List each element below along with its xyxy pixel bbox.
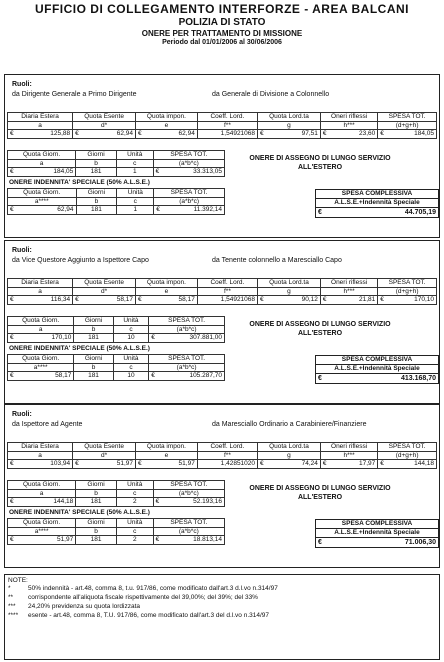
assegno-table xyxy=(7,316,225,343)
spesa-complessiva-subtitle: A.L.S.E.+Indennità Speciale xyxy=(316,529,438,538)
assegno-label: ONERE DI ASSEGNO DI LUNGO SERVIZIO ALL'ESTERO xyxy=(249,485,391,501)
table-header-row: Quota Giorn. Giorni Unità SPESA TOT. xyxy=(8,317,225,326)
table-header-row: Quota Giorn. Giorni Unità SPESA TOT. xyxy=(8,519,225,528)
ruoli-police: da Vice Questore Aggiunto a Ispettore Capo xyxy=(12,257,149,264)
role-section xyxy=(4,240,440,404)
document-heading: ONERE PER TRATTAMENTO DI MISSIONE xyxy=(141,29,303,38)
spesa-complessiva-total: € 44.705,19 xyxy=(318,209,436,216)
table-row: € 125,88 € 62,94 € 62,94 1,54921068 € 97,51 € 23,60 € 184,05 xyxy=(8,130,437,139)
speciale-table xyxy=(7,518,225,545)
ruoli-police: da Dirigente Generale a Primo Dirigente xyxy=(12,91,137,98)
spesa-complessiva-title: SPESA COMPLESSIVA xyxy=(316,356,438,365)
document-header xyxy=(0,2,444,46)
speciale-table xyxy=(7,188,225,215)
note-line: ** corrispondente all'aliquota fiscale rispettivamente del 39,00%; del 39%; del 33% xyxy=(8,594,258,601)
spesa-complessiva-total: € 413.168,70 xyxy=(318,375,436,382)
table-letters-row: a**** b c (a*b*c) xyxy=(8,363,225,372)
assegno-label: ONERE DI ASSEGNO DI LUNGO SERVIZIO ALL'ESTERO xyxy=(249,155,391,171)
role-section xyxy=(4,404,440,568)
table-row: € 170,10 181 10 € 307.881,00 xyxy=(8,334,225,343)
note-line: * 50% indennità - art.48, comma 8, t.u. 917/86, come modificato dall'art.3 d.l.vo n.314/97 xyxy=(8,585,278,592)
spesa-complessiva-box xyxy=(315,519,439,548)
table-row: € 116,34 € 58,17 € 58,17 1,54921068 € 90,12 € 21,81 € 170,10 xyxy=(8,296,437,305)
table-header-row: Diaria Estera Quota Esente Quota impon. Coeff. Lord. Quota Lord.ta Oneri riflessi SPESA TOT. xyxy=(8,113,437,122)
table-letters-row: a d* e f** g h*** (d+g+h) xyxy=(8,451,437,460)
spesa-complessiva-title: SPESA COMPLESSIVA xyxy=(316,520,438,529)
spesa-complessiva-total: € 71.006,30 xyxy=(318,539,436,546)
table-letters-row: a**** b c (a*b*c) xyxy=(8,197,225,206)
speciale-table xyxy=(7,354,225,381)
table-row: € 62,94 181 1 € 11.392,14 xyxy=(8,206,225,215)
assegno-table xyxy=(7,480,225,507)
table-header-row: Quota Giorn. Giorni Unità SPESA TOT. xyxy=(8,481,225,490)
ruoli-military: da Tenente colonnello a Maresciallo Capo xyxy=(212,257,342,264)
table-header-row: Quota Giorn. Giorni Unità SPESA TOT. xyxy=(8,151,225,160)
spesa-complessiva-title: SPESA COMPLESSIVA xyxy=(316,190,438,199)
table-letters-row: a**** b c (a*b*c) xyxy=(8,527,225,536)
table-row: € 144,18 181 2 € 52.193,16 xyxy=(8,498,225,507)
assegno-table xyxy=(7,150,225,177)
document-subtitle: POLIZIA DI STATO xyxy=(178,17,266,28)
speciale-label: ONERE INDENNITA' SPECIALE (50% A.L.S.E.) xyxy=(9,509,150,516)
ruoli-label: Ruoli: xyxy=(12,81,32,88)
ruoli-police: da Ispettore ad Agente xyxy=(12,421,83,428)
table-letters-row: a d* e f** g h*** (d+g+h) xyxy=(8,121,437,130)
main-table xyxy=(7,112,437,139)
ruoli-military: da Maresciallo Ordinario a Carabiniere/Finanziere xyxy=(212,421,367,428)
speciale-label: ONERE INDENNITA' SPECIALE (50% A.L.S.E.) xyxy=(9,179,150,186)
table-row: € 51,97 181 2 € 18.813,14 xyxy=(8,536,225,545)
assegno-label: ONERE DI ASSEGNO DI LUNGO SERVIZIO ALL'ESTERO xyxy=(249,321,391,337)
ruoli-military: da Generale di Divisione a Colonnello xyxy=(212,91,330,98)
table-row: € 58,17 181 10 € 105.287,70 xyxy=(8,372,225,381)
document-title: UFFICIO DI COLLEGAMENTO INTERFORZE - AREA BALCANI xyxy=(34,2,410,16)
table-letters-row: a d* e f** g h*** (d+g+h) xyxy=(8,287,437,296)
notes-box xyxy=(4,574,440,660)
table-row: € 184,05 181 1 € 33.313,05 xyxy=(8,168,225,177)
note-line: **** esente - art.48, comma 8, T.U. 917/86, come modificato dall'art.3 del d.l.vo n.314/97 xyxy=(8,612,270,619)
main-table xyxy=(7,442,437,469)
document-period: Periodo dal 01/01/2006 al 30/06/2006 xyxy=(162,39,282,46)
table-letters-row: a b c (a*b*c) xyxy=(8,159,225,168)
table-header-row: Diaria Estera Quota Esente Quota impon. Coeff. Lord. Quota Lord.ta Oneri riflessi SPESA TOT. xyxy=(8,279,437,288)
ruoli-label: Ruoli: xyxy=(12,247,32,254)
role-section xyxy=(4,74,440,238)
table-row: € 103,94 € 51,97 € 51,97 1,42851020 € 74,24 € 17,97 € 144,18 xyxy=(8,460,437,469)
spesa-complessiva-box xyxy=(315,355,439,384)
speciale-label: ONERE INDENNITA' SPECIALE (50% A.L.S.E.) xyxy=(9,345,150,352)
spesa-complessiva-box xyxy=(315,189,439,218)
spesa-complessiva-subtitle: A.L.S.E.+Indennità Speciale xyxy=(316,365,438,374)
table-letters-row: a b c (a*b*c) xyxy=(8,325,225,334)
notes-title: NOTE: xyxy=(8,577,28,584)
table-header-row: Quota Giorn. Giorni Unità SPESA TOT. xyxy=(8,189,225,198)
table-letters-row: a b c (a*b*c) xyxy=(8,489,225,498)
main-table xyxy=(7,278,437,305)
table-header-row: Diaria Estera Quota Esente Quota impon. Coeff. Lord. Quota Lord.ta Oneri riflessi SPESA TOT. xyxy=(8,443,437,452)
spesa-complessiva-subtitle: A.L.S.E.+Indennità Speciale xyxy=(316,199,438,208)
note-line: *** 24,20% previdenza su quota lordizzata xyxy=(8,603,141,610)
ruoli-label: Ruoli: xyxy=(12,411,32,418)
table-header-row: Quota Giorn. Giorni Unità SPESA TOT. xyxy=(8,355,225,364)
